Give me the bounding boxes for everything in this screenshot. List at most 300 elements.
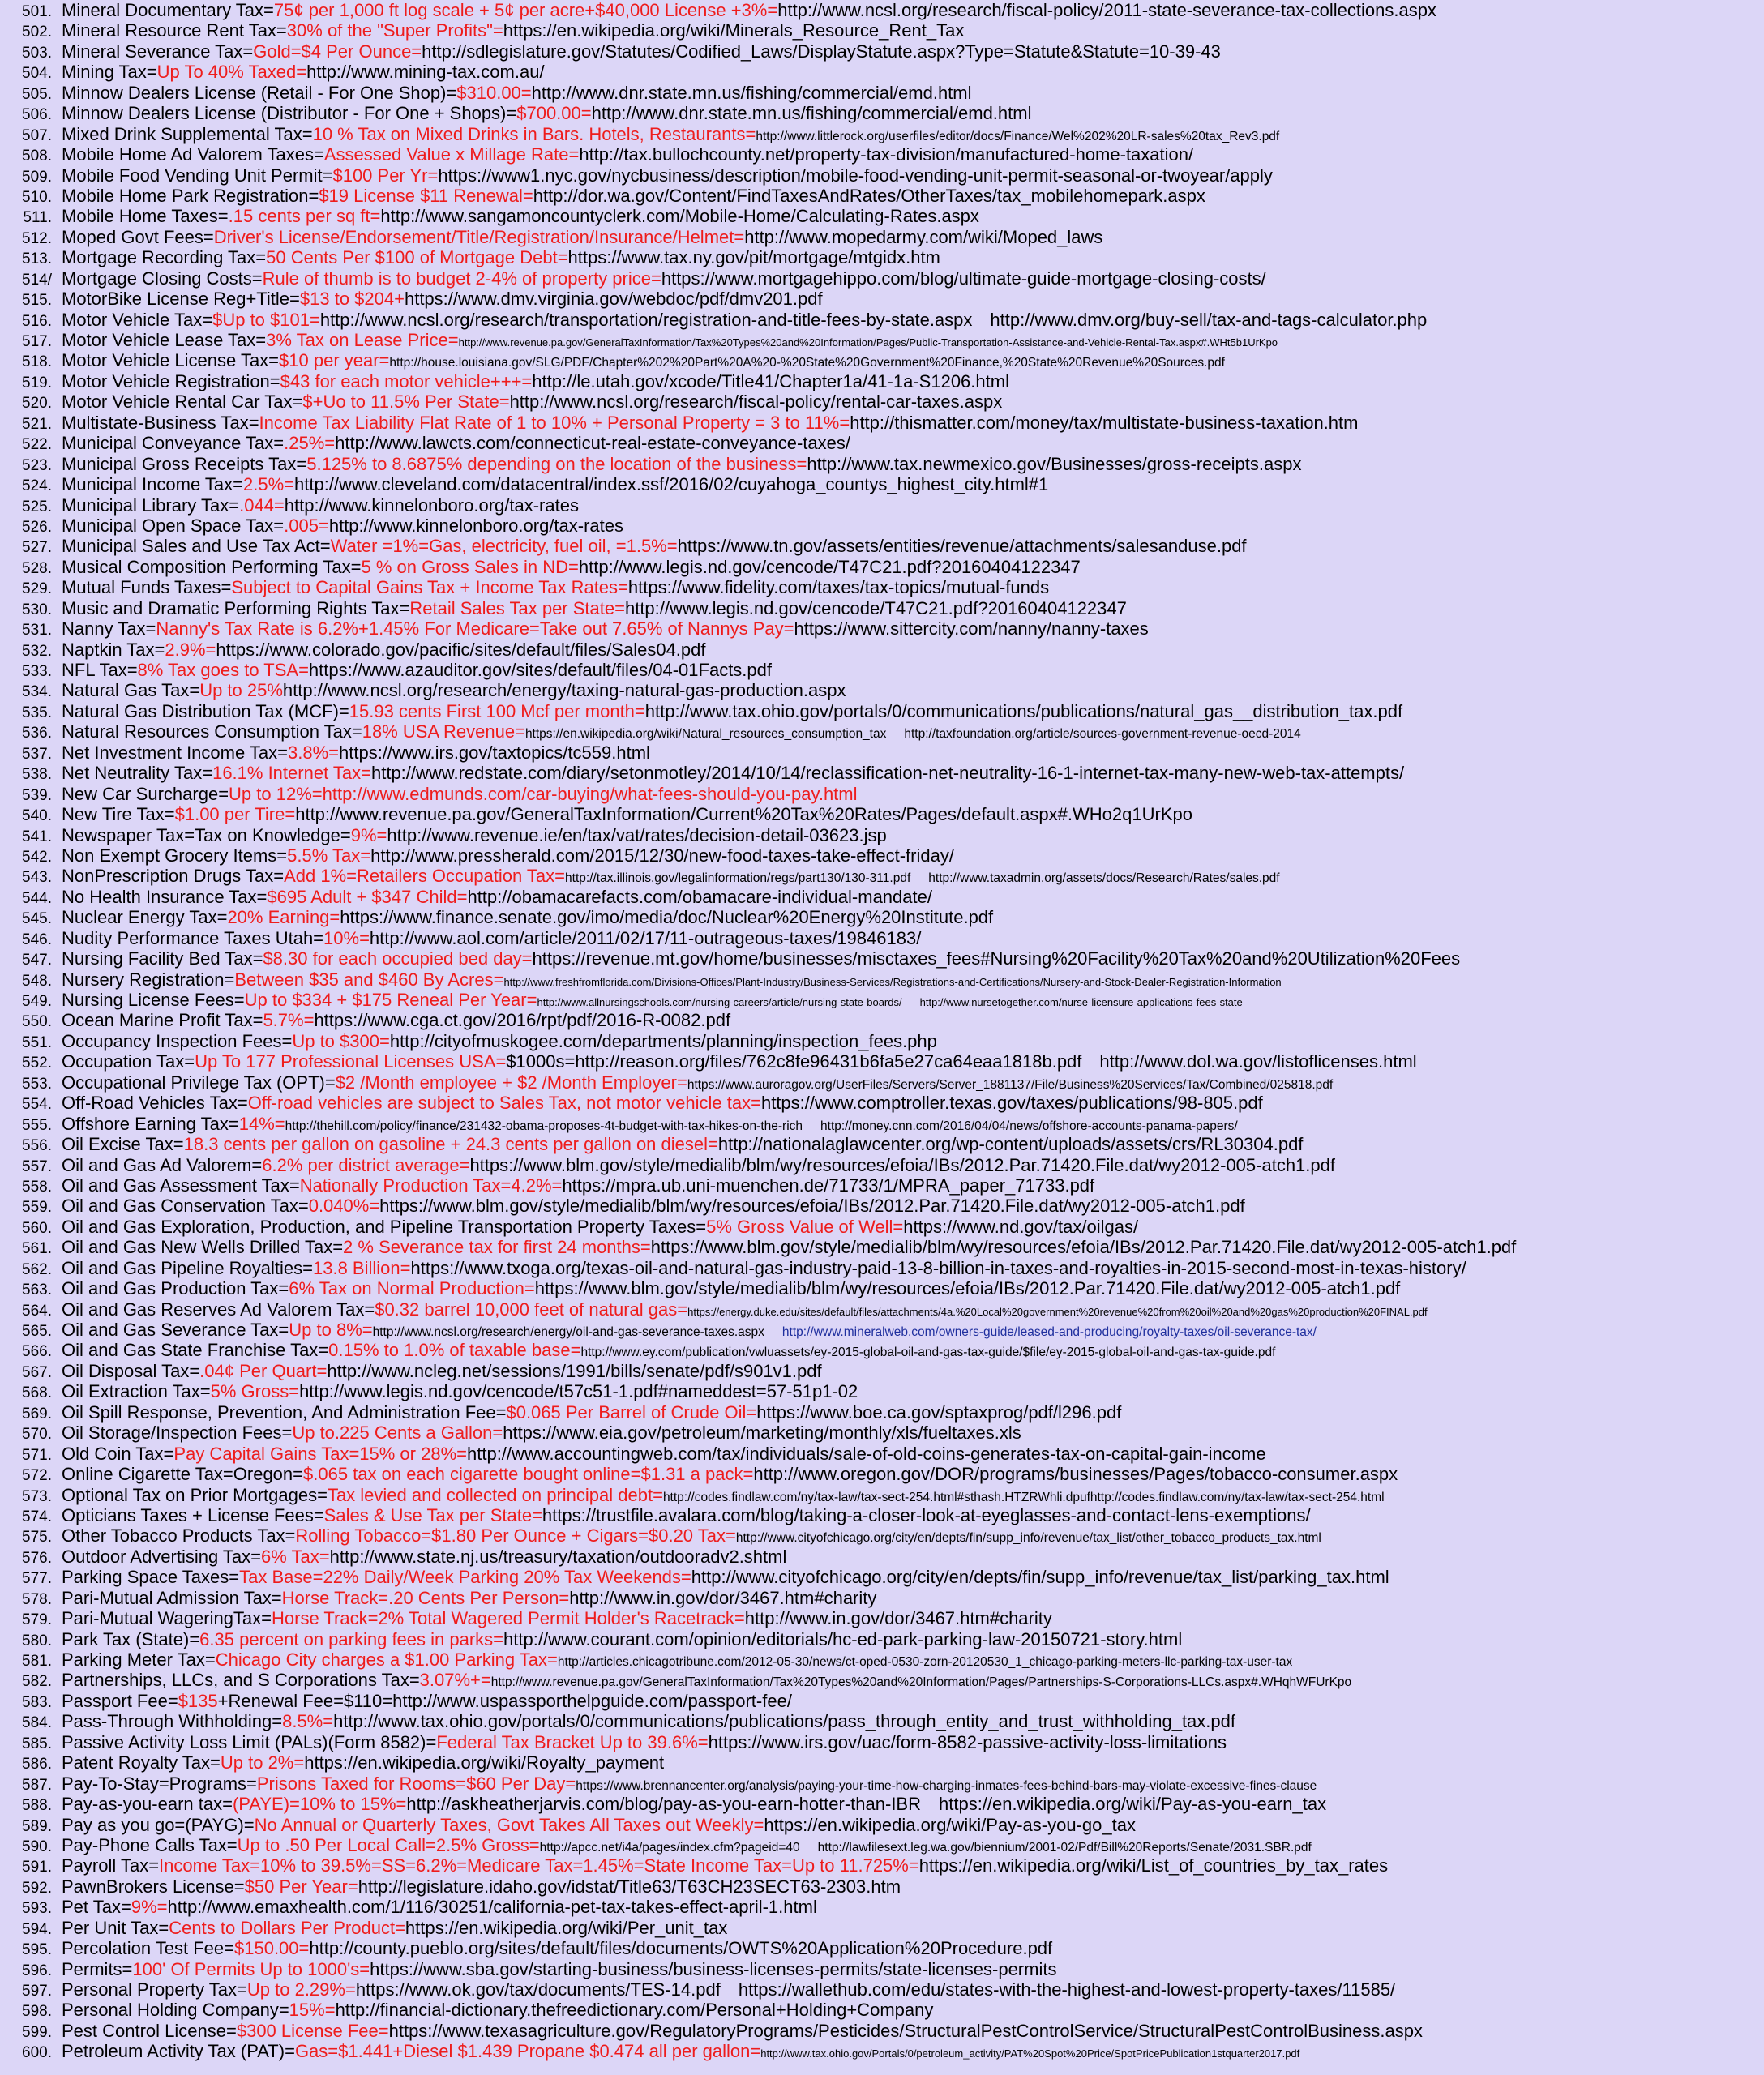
tax-name: NonPrescription Drugs Tax= (62, 866, 285, 887)
source-link[interactable]: http://www.tax.ohio.gov/portals/0/communications/publications/natural_gas__distribution_tax.pdf (644, 700, 1403, 721)
tax-rate: 5.5% Tax= (287, 845, 371, 866)
tax-rate: 16.1% Internet Tax= (212, 763, 371, 784)
source-link[interactable]: http://www.allnursingschools.com/nursing-careers/article/nursing-state-boards/ (537, 996, 902, 1008)
tax-name: Municipal Conveyance Tax= (62, 433, 285, 454)
source-link-secondary[interactable]: http://www.dol.wa.gov/listoflicenses.html (1099, 1051, 1417, 1072)
source-link[interactable]: http://www.dnr.state.mn.us/fishing/commercial/emd.html (591, 103, 1032, 124)
source-link[interactable]: http://www.revenue.ie/en/tax/vat/rates/decision-detail-03623.jsp (387, 824, 887, 845)
tax-name: Payroll Tax= (62, 1855, 160, 1876)
tax-name: Mobile Home Taxes= (62, 206, 229, 227)
tax-name: Minnow Dealers License (Distributor - For One + Shops)= (62, 103, 517, 124)
tax-rate: $10 per year= (279, 350, 390, 371)
source-link[interactable]: https://www.blm.gov/style/medialib/blm/wy/resources/efoia/IBs/2012.Par.71420.File.dat/wy2012-005-atch1.pdf (534, 1278, 1401, 1299)
tax-rate: Up to $334 + $175 Reneal Per Year= (244, 990, 537, 1010)
tax-rate: Up to 8%= (289, 1320, 373, 1340)
tax-rate: Up to.225 Cents a Gallon= (292, 1423, 503, 1444)
tax-name: Mineral Severance Tax= (62, 41, 254, 62)
source-link[interactable]: https://www.brennancenter.org/analysis/paying-your-time-how-charging-inmates-fees-behind-bars-may-violate-excessive-fines-clause (576, 1778, 1317, 1793)
tax-rate: Up to 12%=http://www.edmunds.com/car-buying/what-fees-should-you-pay.html (229, 783, 858, 804)
source-link[interactable]: http://www.mining-tax.com.au/ (306, 62, 545, 83)
source-link-secondary[interactable]: http://www.nursetogether.com/nurse-licensure-applications-fees-state (919, 996, 1243, 1008)
list-item (0, 969, 1764, 990)
tax-name: Offshore Earning Tax= (62, 1113, 239, 1134)
item-number: 583. (22, 1693, 52, 1711)
item-number: 501. (22, 3, 52, 20)
source-link[interactable]: http://www.freshfromflorida.com/Divisions-Offices/Plant-Industry/Business-Services/Registrations-and-Certifications/Nursery-and-Stock-Dealer-Registration-Information (503, 975, 1282, 988)
item-number: 519. (22, 374, 52, 391)
source-link[interactable]: http://www.redstate.com/diary/setonmotley/2014/10/14/reclassification-net-neutrality-16-1-internet-tax-many-new-web-tax-attempts/ (370, 763, 1405, 784)
source-link[interactable]: http://www.legis.nd.gov/cencode/t57c51-1.pdf#nameddest=57-51p1-02 (299, 1381, 858, 1402)
list-item (0, 1340, 1764, 1360)
source-link[interactable]: https://en.wikipedia.org/wiki/Natural_resources_consumption_tax (524, 727, 887, 742)
source-link[interactable]: https://www.irs.gov/uac/form-8582-passive-activity-loss-limitations (708, 1731, 1227, 1752)
item-number: 552. (22, 1055, 52, 1072)
item-number: 549. (22, 993, 52, 1010)
tax-rate: Tax Base=22% Daily/Week Parking 20% Tax Weekends= (239, 1567, 691, 1588)
tax-name: New Car Surcharge= (62, 783, 229, 804)
list-item (0, 948, 1764, 969)
tax-rate: Chicago City charges a $1.00 Parking Tax= (215, 1649, 558, 1670)
tax-rate: 75¢ per 1,000 ft log scale + 5¢ per acre+$40,000 License +3%= (273, 0, 778, 20)
source-link[interactable]: https://www.blm.gov/style/medialib/blm/wy/resources/efoia/IBs/2012.Par.71420.File.dat/wy2012-005-atch1.pdf (650, 1237, 1517, 1258)
source-link[interactable]: https://www.boe.ca.gov/sptaxprog/pdf/l296.pdf (756, 1401, 1122, 1423)
list-item (0, 784, 1764, 804)
source-link[interactable]: http://www.ncsl.org/research/energy/taxing-natural-gas-production.aspx (282, 680, 846, 701)
item-number: 511. (23, 209, 52, 227)
source-link[interactable]: http://www.ncleg.net/sessions/1991/bills/senate/pdf/s901v1.pdf (327, 1360, 822, 1381)
source-link[interactable]: http://sdlegislature.gov/Statutes/Codified_Laws/DisplayStatute.aspx?Type=Statute&Statute=10-39-43 (422, 41, 1221, 62)
list-item (0, 1567, 1764, 1587)
source-link[interactable]: http://thismatter.com/money/tax/multistate-business-taxation.htm (850, 412, 1359, 433)
source-link[interactable]: http://www.ncsl.org/research/transportation/registration-and-title-fees-by-state.aspx (319, 309, 973, 330)
source-link[interactable]: https://www.colorado.gov/pacific/sites/default/files/Sales04.pdf (216, 639, 706, 660)
tax-name: Music and Dramatic Performing Rights Tax= (62, 597, 410, 618)
tax-name: Nanny Tax= (62, 618, 156, 640)
tax-rate: 0.040%= (308, 1196, 380, 1217)
source-link[interactable]: http://www.cleveland.com/datacentral/index.ssf/2016/02/cuyahoga_countys_highest_city.html#1 (294, 474, 1049, 495)
list-item (0, 1835, 1764, 1855)
list-item (0, 1175, 1764, 1196)
tax-name: Natural Resources Consumption Tax= (62, 721, 362, 742)
list-item (0, 391, 1764, 412)
tax-name: Ocean Marine Profit Tax= (62, 1010, 263, 1031)
tax-rate: $300 License Fee= (236, 2020, 389, 2041)
tax-name: Partnerships, LLCs, and S Corporations Tax= (62, 1670, 420, 1691)
item-number: 577. (22, 1570, 52, 1588)
list-item (0, 1855, 1764, 1876)
tax-name: Pay as you go=(PAYG)= (62, 1814, 255, 1835)
tax-rate: Water =1%=Gas, electricity, fuel oil, =1.5%= (330, 536, 678, 557)
list-item (0, 310, 1764, 330)
tax-name: Oil Excise Tax= (62, 1134, 184, 1155)
source-link[interactable]: https://www.dmv.virginia.gov/webdoc/pdf/dmv201.pdf (404, 289, 823, 310)
tax-name: Oil and Gas Ad Valorem= (62, 1154, 263, 1175)
list-item (0, 20, 1764, 41)
item-number: 567. (22, 1363, 52, 1381)
source-link[interactable]: http://www.tax.ohio.gov/portals/0/communications/publications/pass_through_entity_and_trust_withholding_tax.pdf (333, 1711, 1235, 1732)
tax-rate: 9%= (350, 824, 387, 845)
tax-name: Motor Vehicle Rental Car Tax= (62, 391, 303, 413)
item-number: 531. (22, 622, 52, 640)
item-number: 508. (22, 148, 52, 165)
tax-rate: $50 Per Year= (244, 1876, 358, 1897)
source-link[interactable]: http://www.sangamoncountyclerk.com/Mobile-Home/Calculating-Rates.aspx (380, 206, 979, 227)
tax-name: Municipal Library Tax= (62, 494, 240, 516)
item-number: 584. (22, 1714, 52, 1732)
tax-name: Pass-Through Withholding= (62, 1711, 283, 1732)
item-number: 528. (22, 559, 52, 577)
source-link-secondary[interactable]: http://taxfoundation.org/article/sources-government-revenue-oecd-2014 (904, 727, 1301, 742)
source-link[interactable]: http://thehill.com/policy/finance/231432-obama-proposes-4t-budget-with-tax-hikes-on-the-rich (285, 1119, 803, 1133)
source-link[interactable]: http://www.aol.com/article/2011/02/17/11-outrageous-taxes/19846183/ (369, 927, 922, 948)
tax-rate: $700.00= (516, 103, 592, 124)
tax-rate: $0.32 barrel 10,000 feet of natural gas= (375, 1298, 688, 1320)
tax-name: Percolation Test Fee= (62, 1938, 234, 1959)
source-link[interactable]: https://trustfile.avalara.com/blog/taking-a-closer-look-at-eyeglasses-and-contact-lens-exemptions/ (542, 1504, 1311, 1525)
source-link[interactable]: https://www.blm.gov/style/medialib/blm/wy/resources/efoia/IBs/2012.Par.71420.File.dat/wy2012-005-atch1.pdf (469, 1154, 1335, 1175)
tax-rate: Rule of thumb is to budget 2-4% of property price= (262, 267, 662, 289)
tax-rate: 50 Cents Per $100 of Mortgage Debt= (266, 247, 568, 268)
tax-name: Naptkin Tax= (62, 639, 165, 660)
tax-rate: 5% Gross= (210, 1381, 300, 1402)
item-number: 588. (22, 1797, 52, 1815)
source-link[interactable]: https://www.sba.gov/starting-business/business-licenses-permits/state-licenses-permits (370, 1958, 1057, 1979)
list-item (0, 680, 1764, 700)
tax-name: Net Investment Income Tax= (62, 742, 289, 763)
list-item (0, 516, 1764, 536)
source-link[interactable]: http://articles.chicagotribune.com/2012-05-30/news/ct-oped-0530-zorn-20120530_1_chicago-parking-meters-llc-parking-tax-user-tax (557, 1655, 1293, 1669)
list-item (0, 577, 1764, 597)
source-link[interactable]: http://financial-dictionary.thefreedictionary.com/Personal+Holding+Company (335, 2000, 934, 2021)
item-number: 542. (22, 848, 52, 866)
item-number: 555. (22, 1116, 52, 1134)
list-item (0, 1649, 1764, 1670)
source-link-secondary[interactable]: https://wallethub.com/edu/states-with-the-highest-and-lowest-property-taxes/11585/ (738, 1979, 1396, 2000)
source-link[interactable]: http://www.pressherald.com/2015/12/30/new-food-taxes-take-effect-friday/ (370, 845, 954, 866)
source-link[interactable]: http://www.revenue.pa.gov/GeneralTaxInformation/Current%20Tax%20Rates/Pages/default.aspx#.WHo2q1UrKpo (295, 804, 1192, 825)
tax-rate: $8.30 for each occupied bed day= (263, 948, 533, 969)
source-link[interactable]: https://www.cga.ct.gov/2016/rpt/pdf/2016-R-0082.pdf (314, 1010, 731, 1031)
source-link[interactable]: http://www.ncsl.org/research/energy/oil-and-gas-severance-taxes.aspx (372, 1325, 764, 1339)
list-item (0, 2041, 1764, 2061)
tax-rate: 10 % Tax on Mixed Drinks in Bars. Hotels, Restaurants= (312, 123, 756, 144)
list-item (0, 433, 1764, 453)
tax-name: MotorBike License Reg+Title= (62, 289, 300, 310)
tax-rate: Assessed Value x Millage Rate= (323, 144, 580, 165)
tax-rate: 14%= (238, 1113, 285, 1134)
item-number: 580. (22, 1632, 52, 1649)
source-link[interactable]: https://www.texasagriculture.gov/RegulatoryPrograms/Pesticides/StructuralPestControlService/StructuralPestControlBusiness.aspx (388, 2020, 1423, 2041)
source-link[interactable]: https://www.eia.gov/petroleum/marketing/monthly/xls/fueltaxes.xls (503, 1423, 1021, 1444)
source-link[interactable]: http://www.accountingweb.com/tax/individuals/sale-of-old-coins-generates-tax-on-capital-gain-income (467, 1443, 1266, 1464)
source-link-secondary[interactable]: http://www.mineralweb.com/owners-guide/leased-and-producing/royalty-taxes/oil-severance-tax/ (781, 1325, 1317, 1339)
source-link[interactable]: https://www.txoga.org/texas-oil-and-natural-gas-industry-paid-13-8-billion-in-taxes-and-royalties-in-2015-second-most-in-texas-history/ (410, 1257, 1466, 1278)
list-item (0, 0, 1764, 20)
source-link[interactable]: http://apcc.net/i4a/pages/index.cfm?pageid=40 (539, 1840, 800, 1855)
source-link[interactable]: https://mpra.ub.uni-muenchen.de/71733/1/MPRA_paper_71733.pdf (562, 1174, 1095, 1196)
source-link[interactable]: https://www.mortgagehippo.com/blog/ultimate-guide-mortgage-closing-costs/ (661, 267, 1266, 289)
tax-rate: $+Uo to 11.5% Per State= (302, 391, 510, 413)
list-item (0, 165, 1764, 186)
source-link[interactable]: http://www.kinnelonboro.org/tax-rates (284, 494, 579, 516)
source-link[interactable]: http://www.littlerock.org/userfiles/editor/docs/Finance/Wel%202%20LR-sales%20tax_Rev3.pdf (756, 129, 1280, 143)
source-link[interactable]: https://en.wikipedia.org/wiki/Pay-as-you-go_tax (764, 1814, 1136, 1835)
list-item (0, 907, 1764, 927)
item-number: 579. (22, 1611, 52, 1629)
source-link[interactable]: http://www.ncsl.org/research/fiscal-policy/2011-state-severance-tax-collections.aspx (777, 0, 1436, 20)
tax-rate: 2.9%= (165, 639, 216, 660)
item-number: 525. (22, 498, 52, 516)
tax-name: Pay-Phone Calls Tax= (62, 1834, 238, 1855)
item-number: 538. (22, 766, 52, 784)
item-number: 560. (22, 1219, 52, 1237)
tax-name: Oil Spill Response, Prevention, And Administration Fee= (62, 1401, 507, 1423)
item-number: 586. (22, 1756, 52, 1773)
list-item (0, 1691, 1764, 1711)
source-link[interactable]: http://county.pueblo.org/sites/default/files/documents/OWTS%20Application%20Procedure.pdf (309, 1938, 1053, 1959)
source-link[interactable]: https://revenue.mt.gov/home/businesses/misctaxes_fees#Nursing%20Facility%20Tax%20and%20Utilization%20Fees (532, 948, 1461, 969)
tax-name: NFL Tax= (62, 660, 138, 680)
item-number: 595. (22, 1941, 52, 1959)
list-item (0, 1876, 1764, 1897)
tax-rate: 5.125% to 8.6875% depending on the location of the business= (306, 453, 807, 474)
item-number: 517. (22, 333, 52, 350)
tax-name: Personal Property Tax= (62, 1979, 247, 2000)
tax-rate: Nanny's Tax Rate is 6.2%+1.45% For Medicare=Take out 7.65% of Nannys Pay= (156, 618, 794, 640)
source-link[interactable]: +Renewal Fee=$110=http://www.uspassporthelpguide.com/passport-fee/ (217, 1690, 792, 1711)
source-link[interactable]: http://www.legis.nd.gov/cencode/T47C21.pdf?20160404122347 (578, 556, 1081, 577)
list-item (0, 2000, 1764, 2020)
tax-rate: .25%= (284, 433, 336, 454)
item-number: 510. (22, 188, 52, 206)
tax-rate: Income Tax Liability Flat Rate of 1 to 10% + Personal Property = 3 to 11%= (259, 412, 850, 433)
source-link[interactable]: http://dor.wa.gov/Content/FindTaxesAndRates/OtherTaxes/tax_mobilehomepark.aspx (533, 185, 1205, 206)
list-item (0, 454, 1764, 474)
source-link[interactable]: https://www.fidelity.com/taxes/tax-topics/mutual-funds (627, 577, 1050, 598)
source-link[interactable]: http://legislature.idaho.gov/idstat/Title63/T63CH23SECT63-2303.htm (358, 1876, 901, 1897)
tax-name: Mobile Home Park Registration= (62, 185, 319, 206)
source-link[interactable]: https://www.comptroller.texas.gov/taxes/publications/98-805.pdf (760, 1093, 1263, 1114)
source-link[interactable]: https://en.wikipedia.org/wiki/Minerals_Resource_Rent_Tax (503, 20, 965, 41)
list-item (0, 1670, 1764, 1690)
source-link[interactable]: http://www.courant.com/opinion/editorials/hc-ed-park-parking-law-20150721-story.html (503, 1628, 1183, 1649)
source-link[interactable]: https://energy.duke.edu/sites/default/files/attachments/4a.%20Local%20government%20revenue%20from%20oil%20and%20gas%20production%20FINAL.pdf (687, 1305, 1428, 1318)
list-item (0, 330, 1764, 350)
tax-rate: 13.8 Billion= (313, 1257, 411, 1278)
list-item (0, 2021, 1764, 2041)
tax-name: Other Tobacco Products Tax= (62, 1525, 296, 1547)
item-number: 548. (22, 972, 52, 990)
tax-rate: $2 /Month employee + $2 /Month Employer= (335, 1072, 687, 1093)
source-link[interactable]: https://en.wikipedia.org/wiki/List_of_countries_by_tax_rates (918, 1855, 1389, 1876)
source-link[interactable]: http://www.ncsl.org/research/fiscal-policy/rental-car-taxes.aspx (509, 391, 1003, 413)
source-link[interactable]: https://www.blm.gov/style/medialib/blm/wy/resources/efoia/IBs/2012.Par.71420.File.dat/wy2012-005-atch1.pdf (379, 1196, 1245, 1217)
tax-rate: 8% Tax goes to TSA= (137, 660, 309, 680)
source-link-secondary[interactable]: http://lawfilesext.leg.wa.gov/biennium/2001-02/Pdf/Bill%20Reports/Senate/2031.SBR.pdf (817, 1840, 1312, 1855)
source-link[interactable]: https://www.auroragov.org/UserFiles/Servers/Server_1881137/File/Business%20Services/Tax/Combined/025818.pdf (687, 1077, 1334, 1092)
tax-name: Mutual Funds Taxes= (62, 577, 232, 598)
list-item (0, 1196, 1764, 1216)
source-link[interactable]: http://tax.illinois.gov/legalinformation/regs/part130/130-311.pdf (565, 871, 911, 886)
tax-rate: 6.2% per district average= (262, 1154, 470, 1175)
item-number: 574. (22, 1508, 52, 1525)
list-item (0, 1320, 1764, 1340)
source-link[interactable]: https://www.finance.senate.gov/imo/media/doc/Nuclear%20Energy%20Institute.pdf (340, 907, 994, 928)
item-number: 596. (22, 1962, 52, 1979)
item-number: 502. (22, 24, 52, 41)
tax-rate: $0.065 Per Barrel of Crude Oil= (506, 1401, 757, 1423)
tax-name: Motor Vehicle Registration= (62, 370, 280, 391)
source-link[interactable]: http://www.revenue.pa.gov/GeneralTaxInformation/Tax%20Types%20and%20Information/Pages/Partnerships-S-Corporations-LLCs.aspx#.WHqhWFUrKpo (490, 1675, 1352, 1690)
source-link[interactable]: https://www.tax.ny.gov/pit/mortgage/mtgidx.htm (567, 247, 940, 268)
source-link[interactable]: http://www.dnr.state.mn.us/fishing/commercial/emd.html (531, 82, 972, 103)
item-number: 598. (22, 2003, 52, 2021)
list-item (0, 1402, 1764, 1423)
list-item (0, 640, 1764, 660)
source-link[interactable]: http://askheatherjarvis.com/blog/pay-as-you-earn-hotter-than-IBR (406, 1794, 921, 1815)
item-number: 514/ (22, 271, 52, 289)
source-link[interactable]: http://www.legis.nd.gov/cencode/T47C21.pdf?20160404122347 (624, 597, 1127, 618)
tax-name: Municipal Sales and Use Tax Act= (62, 536, 331, 557)
tax-rate: Gas=$1.441+Diesel $1.439 Propane $0.474 all per gallon= (294, 2041, 761, 2062)
tax-rate: 100' Of Permits Up to 1000's= (132, 1958, 370, 1979)
tax-rate: 8.5%= (282, 1711, 334, 1732)
source-link[interactable]: http://www.kinnelonboro.org/tax-rates (328, 515, 624, 536)
source-link[interactable]: http://www.cityofchicago.org/city/en/depts/fin/supp_info/revenue/tax_list/parking_tax.html (691, 1567, 1389, 1588)
item-number: 568. (22, 1384, 52, 1402)
source-link[interactable]: http://www.tax.newmexico.gov/Businesses/gross-receipts.aspx (807, 453, 1302, 474)
tax-rate: $100 Per Yr= (332, 165, 439, 186)
item-number: 571. (22, 1446, 52, 1464)
source-link[interactable]: http://www.oregon.gov/DOR/programs/businesses/Pages/tobacco-consumer.aspx (753, 1464, 1398, 1485)
item-number: 547. (22, 952, 52, 969)
item-number: 520. (22, 395, 52, 413)
list-item (0, 804, 1764, 824)
list-item (0, 763, 1764, 783)
tax-rate: $13 to $204+ (299, 289, 405, 310)
item-number: 559. (22, 1199, 52, 1217)
source-link[interactable]: http://www.mopedarmy.com/wiki/Moped_laws (744, 226, 1103, 247)
source-link[interactable]: http://codes.findlaw.com/ny/tax-law/tax-sect-254.html#sthash.HTZRWhli.dpufhttp://codes.findlaw.com/ny/tax-law/tax-sect-254.html (662, 1490, 1385, 1504)
source-link[interactable]: https://en.wikipedia.org/wiki/Royalty_payment (304, 1752, 665, 1773)
source-link[interactable]: $1000s=http://reason.org/files/762c8fe96431b6fa5e27ca64eaa1818b.pdf (506, 1051, 1082, 1072)
source-link[interactable]: https://en.wikipedia.org/wiki/Per_unit_tax (405, 1917, 728, 1938)
source-link-secondary[interactable]: http://money.cnn.com/2016/04/04/news/offshore-accounts-panama-papers/ (820, 1119, 1238, 1133)
source-link[interactable]: http://obamacarefacts.com/obamacare-individual-mandate/ (467, 886, 932, 907)
source-link[interactable]: http://www.revenue.pa.gov/GeneralTaxInformation/Tax%20Types%20and%20Information/Pages/Public-Transportation-Assistance-and-Vehicle-Rental-Tax.aspx#.WHt5b1UrKpo (458, 336, 1278, 349)
tax-rate: Up to $300= (292, 1030, 390, 1051)
source-link[interactable]: http://www.ey.com/publication/vwluassets/ey-2015-global-oil-and-gas-tax-guide/$file/ey-2015-global-oil-and-gas-tax-guide.pdf (580, 1346, 1276, 1360)
tax-name: Municipal Income Tax= (62, 474, 243, 495)
tax-rate: 2 % Severance tax for first 24 months= (343, 1237, 651, 1258)
list-item (0, 1381, 1764, 1401)
source-link[interactable]: http://www.in.gov/dor/3467.htm#charity (744, 1608, 1052, 1629)
tax-name: Nursing Facility Bed Tax= (62, 948, 263, 969)
list-item (0, 1278, 1764, 1298)
item-number: 566. (22, 1343, 52, 1361)
source-link[interactable]: http://www.tax.ohio.gov/Portals/0/petroleum_activity/PAT%20Spot%20Price/SpotPricePublication1stquarter2017.pdf (760, 2047, 1300, 2060)
source-link[interactable]: http://www.in.gov/dor/3467.htm#charity (569, 1587, 877, 1608)
tax-name: Multistate-Business Tax= (62, 412, 259, 433)
tax-name: Mortgage Recording Tax= (62, 247, 267, 268)
tax-name: Pet Tax= (62, 1897, 131, 1918)
source-link[interactable]: http://tax.bullochcounty.net/property-tax-division/manufactured-home-taxation/ (579, 144, 1194, 165)
item-number: 526. (22, 518, 52, 536)
tax-name: Motor Vehicle License Tax= (62, 350, 280, 371)
tax-name: Oil Disposal Tax= (62, 1360, 200, 1381)
source-link[interactable]: http://house.louisiana.gov/SLG/PDF/Chapter%202%20Part%20A%20-%20State%20Government%20Finance,%20State%20Revenue%20Sources.pdf (389, 356, 1225, 370)
source-link[interactable]: https://www.tn.gov/assets/entities/revenue/attachments/salesanduse.pdf (677, 536, 1247, 557)
tax-rate: 3.07%+= (419, 1670, 491, 1691)
source-link[interactable]: http://nationalaglawcenter.org/wp-content/uploads/assets/crs/RL30304.pdf (717, 1134, 1304, 1155)
tax-name: Passport Fee= (62, 1690, 178, 1711)
item-number: 540. (22, 807, 52, 825)
source-link[interactable]: https://www.sittercity.com/nanny/nanny-taxes (794, 618, 1149, 640)
tax-name: Oil and Gas Production Tax= (62, 1278, 289, 1299)
tax-name: New Tire Tax= (62, 804, 175, 825)
tax-name: Mixed Drink Supplemental Tax= (62, 123, 313, 144)
tax-rate: .15 cents per sq ft= (228, 206, 381, 227)
tax-name: Pari-Mutual WageringTax= (62, 1608, 272, 1629)
tax-name: Newspaper Tax=Tax on Knowledge= (62, 824, 351, 845)
source-link[interactable]: https://www1.nyc.gov/nycbusiness/description/mobile-food-vending-unit-permit-seasonal-or-twoyear/apply (438, 165, 1273, 186)
tax-name: Oil and Gas New Wells Drilled Tax= (62, 1237, 344, 1258)
tax-rate: No Annual or Quarterly Taxes, Govt Takes All Taxes out Weekly= (254, 1814, 764, 1835)
list-item (0, 41, 1764, 62)
source-link-secondary[interactable]: https://en.wikipedia.org/wiki/Pay-as-you-earn_tax (939, 1794, 1327, 1815)
item-number: 565. (22, 1323, 52, 1340)
tax-rate: Up To 177 Professional Licenses USA= (195, 1051, 507, 1072)
source-link[interactable]: http://le.utah.gov/xcode/Title41/Chapter1a/41-1a-S1206.html (532, 370, 1009, 391)
list-item (0, 887, 1764, 907)
item-number: 593. (22, 1900, 52, 1918)
tax-name: Oil and Gas Assessment Tax= (62, 1174, 300, 1196)
list-item (0, 1525, 1764, 1546)
item-number: 503. (22, 44, 52, 62)
item-number: 523. (22, 456, 52, 474)
list-item (0, 247, 1764, 267)
source-link[interactable]: http://www.cityofchicago.org/city/en/depts/fin/supp_info/revenue/tax_list/other_tobacco_products_tax.html (735, 1531, 1321, 1546)
list-item (0, 825, 1764, 845)
tax-rate: Nationally Production Tax=4.2%= (299, 1174, 563, 1196)
item-number: 506. (22, 106, 52, 124)
list-item (0, 1031, 1764, 1051)
source-link[interactable]: http://www.lawcts.com/connecticut-real-estate-conveyance-taxes/ (335, 433, 850, 454)
source-link[interactable]: http://www.emaxhealth.com/1/116/30251/california-pet-tax-takes-effect-april-1.html (167, 1897, 817, 1918)
source-link-secondary[interactable]: http://www.dmv.org/buy-sell/tax-and-tags-calculator.php (990, 309, 1428, 330)
list-item (0, 206, 1764, 226)
source-link-secondary[interactable]: http://www.taxadmin.org/assets/docs/Research/Rates/sales.pdf (928, 871, 1280, 886)
source-link[interactable]: http://www.state.nj.us/treasury/taxation/outdooradv2.shtml (329, 1546, 787, 1567)
item-number: 585. (22, 1735, 52, 1752)
tax-rate: $135 (178, 1690, 218, 1711)
item-number: 515. (22, 292, 52, 310)
tax-name: Occupancy Inspection Fees= (62, 1030, 293, 1051)
list-item (0, 495, 1764, 516)
source-link[interactable]: https://www.azauditor.gov/sites/default/files/04-01Facts.pdf (308, 660, 772, 680)
list-item (0, 1051, 1764, 1072)
source-link[interactable]: https://www.ok.gov/tax/documents/TES-14.pdf (355, 1979, 721, 2000)
source-link[interactable]: http://cityofmuskogee.com/departments/planning/inspection_fees.php (389, 1030, 937, 1051)
tax-name: Mineral Resource Rent Tax= (62, 20, 287, 41)
list-item (0, 1794, 1764, 1814)
tax-name: Park Tax (State)= (62, 1628, 200, 1649)
tax-rate: Up to 25% (199, 680, 283, 701)
source-link[interactable]: https://www.irs.gov/taxtopics/tc559.html (339, 742, 650, 763)
source-link[interactable]: https://www.nd.gov/tax/oilgas/ (903, 1216, 1139, 1237)
tax-rate: Between $35 and $460 By Acres= (234, 969, 504, 990)
list-item (0, 598, 1764, 618)
